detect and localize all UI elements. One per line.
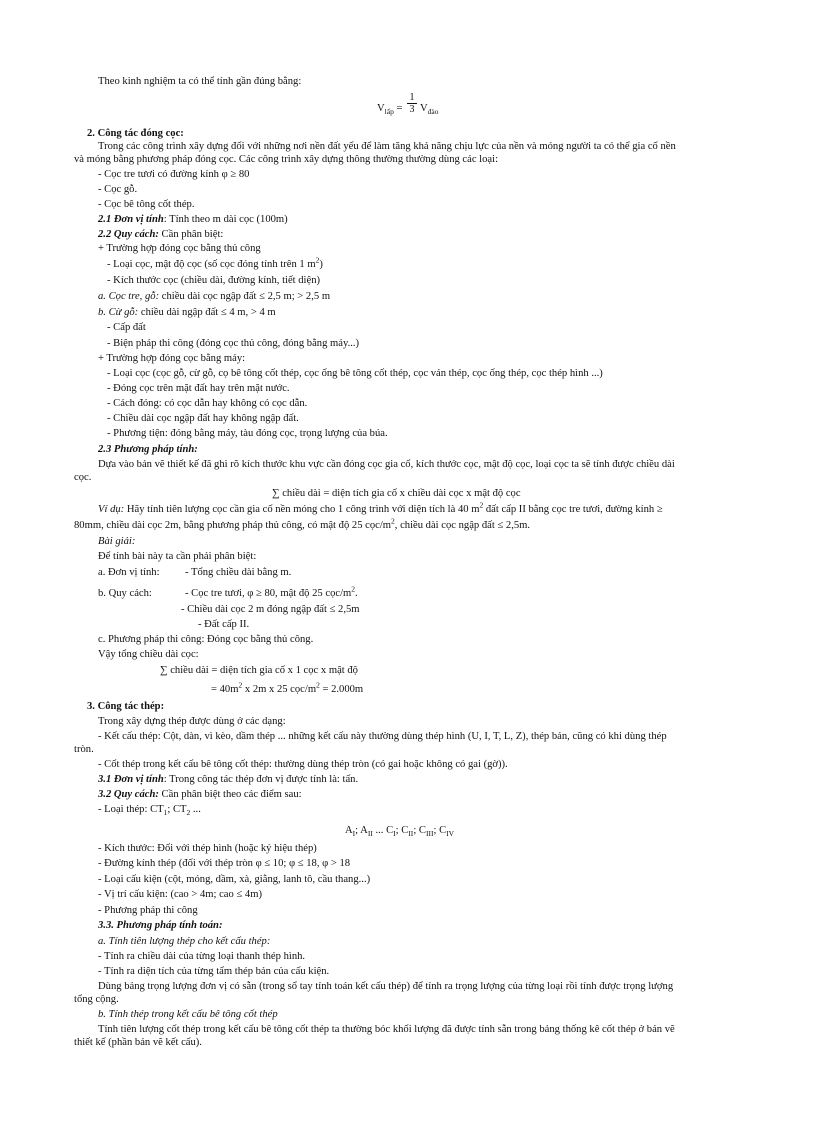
list-item: - Loại cọc, mật độ cọc (số cọc đóng tính trên 1 $m^2$) bbox=[107, 255, 323, 270]
example-text: Ví dụ: Hãy tính tiên lượng cọc cần gia cố nền móng cho 1 công trình với diện tích là 40 $m^2$ đất cấp II bằng cọc tre tươi, đường kính ≥ bbox=[98, 500, 663, 515]
list-item: - Loại cấu kiện (cột, móng, dầm, xà, giằng, lanh tô, cầu thang...) bbox=[98, 874, 371, 885]
subsection-2-2: 2.2 Quy cách: Cần phân biệt: bbox=[98, 229, 224, 240]
list-item: - Phương tiện: đóng bằng máy, tàu đóng cọc, trọng lượng của búa. bbox=[107, 428, 388, 439]
intro-text: Theo kinh nghiệm ta có thể tính gần đúng bằng: bbox=[98, 76, 302, 87]
value: - Đất cấp II. bbox=[198, 619, 250, 630]
paragraph: Dựa vào bản vẽ thiết kế đã ghi rõ kích thước khu vực cần đóng cọc gia cố, kích thước cọc, mật độ cọc, loại cọc ta sẽ tính được chiều dài bbox=[98, 459, 675, 470]
paragraph: - Cốt thép trong kết cấu bê tông cốt thép: thường dùng thép tròn (có gai hoặc không có gai (gờ)). bbox=[98, 759, 508, 770]
paragraph: Vậy tổng chiều dài cọc: bbox=[98, 649, 199, 660]
paragraph: Tính tiên lượng cốt thép trong kết cấu bê tông cốt thép ta thường bóc khối lượng đã được tính sẵn trong bảng thống kê cốt thép ở bản vẽ bbox=[98, 1024, 675, 1035]
section-2-title: 2. Công tác đóng cọc: bbox=[87, 128, 184, 139]
subsection-3-2: 3.2 Quy cách: Cần phân biệt theo các điểm sau: bbox=[98, 789, 302, 800]
list-item: - Chiều dài cọc ngập đất hay không ngập đất. bbox=[107, 413, 299, 424]
list-item: - Kích thước cọc (chiều dài, đường kính, tiết diện) bbox=[107, 275, 321, 286]
sub-heading: a. Tính tiên lượng thép cho kết cấu thép: bbox=[98, 936, 271, 947]
list-item: - Loại thép: $CT_1$; $CT_2$ ... bbox=[98, 804, 201, 818]
paragraph: cọc. bbox=[74, 472, 92, 483]
subsection-2-1: 2.1 Đơn vị tính: Tính theo m dài cọc (100m) bbox=[98, 214, 288, 225]
list-item: - Loại cọc (cọc gỗ, cừ gỗ, cọ bê tông cốt thép, cọc ống bê tông cốt thép, cọc ván thép, cọc ống thép, cọc thép hình ...) bbox=[107, 368, 603, 379]
list-item: a. Cọc tre, gỗ: chiều dài cọc ngập đất ≤ 2,5 m; > 2,5 m bbox=[98, 291, 331, 302]
subsection-3-1: 3.1 Đơn vị tính: Trong công tác thép đơn vị được tính là: tấn. bbox=[98, 774, 359, 785]
solution-heading: Bài giải: bbox=[98, 536, 136, 547]
list-item: - Đóng cọc trên mặt đất hay trên mặt nước. bbox=[107, 383, 290, 394]
list-item: - Cấp đất bbox=[107, 322, 146, 333]
list-item: - Phương pháp thi công bbox=[98, 905, 198, 916]
list-item: - Kích thước: Đối với thép hình (hoặc ký hiệu thép) bbox=[98, 843, 317, 854]
list-item: - Cọc gỗ. bbox=[98, 184, 138, 195]
paragraph: Trong các công trình xây dựng đối với những nơi nền đất yếu để làm tăng khả năng chịu lực của nền và móng người ta có thể gia cố nền bbox=[98, 141, 676, 152]
list-item: + Trường hợp đóng cọc bằng máy: bbox=[98, 353, 246, 364]
formula: ∑ chiều dài = diện tích gia cố x chiều dài cọc x mật độ cọc bbox=[272, 488, 521, 499]
list-item: - Đường kính thép (đối với thép tròn φ ≤ 10; φ ≤ 18, φ > 18 bbox=[98, 858, 351, 869]
steel-grade-formula: $A_I$; $A_{II}$ ... $C_I$; $C_{II}$; $C_{III}$; $C_{IV}$ bbox=[345, 825, 455, 839]
paragraph: tròn. bbox=[74, 744, 94, 755]
section-3-title: 3. Công tác thép: bbox=[87, 701, 165, 712]
list-item: - Cách đóng: có cọc dẫn hay không có cọc dẫn. bbox=[107, 398, 308, 409]
formula: = $40m^2$ x 2m x 25 cọc/$m^2 = 2.000m$ bbox=[211, 680, 364, 695]
list-item: - Tính ra diện tích của từng tấm thép bản của cấu kiện. bbox=[98, 966, 330, 977]
list-item: - Cọc bê tông cốt thép. bbox=[98, 199, 195, 210]
list-item: - Vị trí cấu kiện: (cao > 4m; cao ≤ 4m) bbox=[98, 889, 262, 900]
list-item: + Trường hợp đóng cọc bằng thủ công bbox=[98, 243, 261, 254]
volume-formula: $V_{lấp}$ = $\frac{1}{3}$ $V_{đào}$ bbox=[377, 92, 439, 117]
sub-heading: b. Tính thép trong kết cấu bê tông cốt thép bbox=[98, 1009, 278, 1020]
label: b. Quy cách: bbox=[98, 588, 152, 599]
paragraph: c. Phương pháp thi công: Đóng cọc bằng thủ công. bbox=[98, 634, 314, 645]
formula: ∑ chiều dài = diện tích gia cố x 1 cọc x mật độ bbox=[160, 665, 358, 676]
list-item: - Cọc tre tươi có đường kính φ ≥ 80 bbox=[98, 169, 250, 180]
paragraph: tổng cộng. bbox=[74, 994, 119, 1005]
value: - Tổng chiều dài bằng m. bbox=[185, 567, 292, 578]
paragraph: và móng bằng phương pháp đóng cọc. Các công trình xây dựng thông thường thường dùng các loại: bbox=[74, 154, 499, 165]
list-item: b. Cừ gỗ: chiều dài ngập đất ≤ 4 m, > 4 m bbox=[98, 307, 276, 318]
example-text: 80mm, chiều dài cọc 2m, bằng phương pháp thủ công, có mật độ 25 cọc/$m^2$, chiều dài cọc ngập đất ≤ 2,5m. bbox=[74, 516, 531, 531]
paragraph: thiết kế (phần bản vẽ kết cấu). bbox=[74, 1037, 202, 1048]
list-item: - Tính ra chiều dài của từng loại thanh thép hình. bbox=[98, 951, 306, 962]
list-item: - Biện pháp thi công (đóng cọc thủ công, đóng bằng máy...) bbox=[107, 338, 360, 349]
value: - Chiều dài cọc 2 m đóng ngập đất ≤ 2,5m bbox=[181, 604, 360, 615]
paragraph: Dùng bảng trọng lượng đơn vị có sẵn (trong sổ tay tính toán kết cấu thép) để tính ra trọng lượng của từng loại rồi tính được trọng lượng bbox=[98, 981, 674, 992]
value: - Cọc tre tươi, φ ≥ 80, mật độ 25 cọc/$m^2$. bbox=[185, 584, 358, 599]
paragraph: - Kết cấu thép: Cột, dàn, vì kèo, dầm thép ... những kết cấu này thường dùng thép hình (U, I, T, L, Z), thép bản, cũng có khi dùng thép bbox=[98, 731, 667, 742]
label: a. Đơn vị tính: bbox=[98, 567, 160, 578]
paragraph: Để tính bài này ta cần phải phân biệt: bbox=[98, 551, 257, 562]
subsection-2-3: 2.3 Phương pháp tính: bbox=[98, 444, 198, 455]
subsection-3-3: 3.3. Phương pháp tính toán: bbox=[98, 920, 223, 931]
paragraph: Trong xây dựng thép được dùng ở các dạng: bbox=[98, 716, 286, 727]
